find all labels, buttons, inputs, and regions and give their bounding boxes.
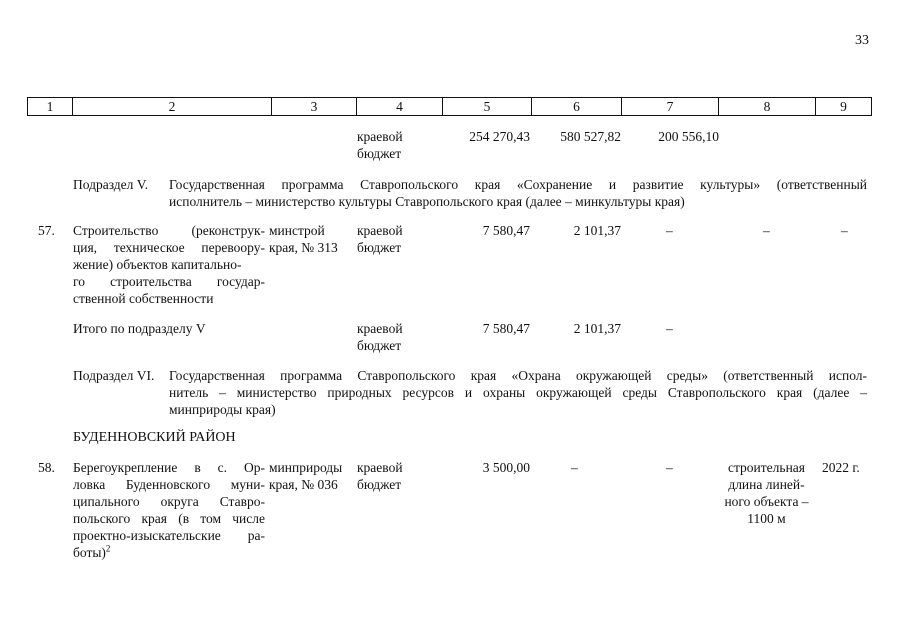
row57-owner: минстрой края, № 313 <box>269 223 338 255</box>
total-5-col5: 7 580,47 <box>482 321 530 336</box>
row57-budget: краевой бюджет <box>357 223 403 255</box>
row58-col9: 2022 г. <box>822 460 860 475</box>
header-col-3: 3 <box>272 98 357 116</box>
row58-col8: строительная длина линей- ного объекта – 1100 м <box>724 460 809 526</box>
header-col-2: 2 <box>73 98 272 116</box>
carry-col5: 254 270,43 <box>469 129 530 144</box>
header-col-8: 8 <box>719 98 816 116</box>
header-col-5: 5 <box>443 98 532 116</box>
column-header-table <box>27 97 872 116</box>
header-row <box>28 98 872 116</box>
subsection-6-label: Подраздел VI. <box>73 368 155 383</box>
total-5-budget: краевой бюджет <box>357 321 403 353</box>
row57-col7: – <box>666 223 673 238</box>
header-col-4: 4 <box>357 98 443 116</box>
row58-description: Берегоукрепление в с. Ор- ловка Буденновского муни- ципального округа Ставро- польского края (в том числе проектно-изыскательские ра- боты)$^2$ <box>73 460 265 560</box>
header-col-6: 6 <box>532 98 622 116</box>
row57-description: Строительство (реконструк- ция, техническое перевоору- жение) объектов капитально- го строительства государ- ственной собственности <box>73 223 265 306</box>
row58-number: 58. <box>38 460 55 475</box>
header-col-1: 1 <box>28 98 73 116</box>
carry-budget: краевой бюджет <box>357 129 403 161</box>
header-col-9: 9 <box>816 98 872 116</box>
carry-col7: 200 556,10 <box>658 129 719 144</box>
subsection-5-text: Государственная программа Ставропольского края «Сохранение и развитие культуры» (ответственный исполнитель – министерство культуры Ставропольского края (далее – минкультуры края) <box>169 177 867 209</box>
row57-col9: – <box>841 223 848 238</box>
row58-col7: – <box>666 460 673 475</box>
total-5-label: Итого по подразделу V <box>73 321 206 336</box>
row58-col5: 3 500,00 <box>482 460 530 475</box>
carry-col6: 580 527,82 <box>560 129 621 144</box>
row57-col6: 2 101,37 <box>573 223 621 238</box>
row58-budget: краевой бюджет <box>357 460 403 492</box>
total-5-col7: – <box>666 321 673 336</box>
row57-col5: 7 580,47 <box>482 223 530 238</box>
row57-number: 57. <box>38 223 55 238</box>
row57-col8: – <box>763 223 770 238</box>
row58-footnote-mark: 2 <box>105 543 111 554</box>
subsection-5-label: Подраздел V. <box>73 177 149 192</box>
header-col-7: 7 <box>622 98 719 116</box>
row58-owner: минприроды края, № 036 <box>269 460 343 492</box>
page-number: 33 <box>855 33 869 48</box>
district-heading: БУДЕННОВСКИЙ РАЙОН <box>73 430 236 445</box>
row58-col6: – <box>571 460 578 475</box>
subsection-6-text: Государственная программа Ставропольского края «Охрана окружающей среды» (ответственный испол- нитель – министерство природных ресурсов и охраны окружающей среды Ставропольского края (далее – минприроды края) <box>169 368 867 417</box>
total-5-col6: 2 101,37 <box>573 321 621 336</box>
